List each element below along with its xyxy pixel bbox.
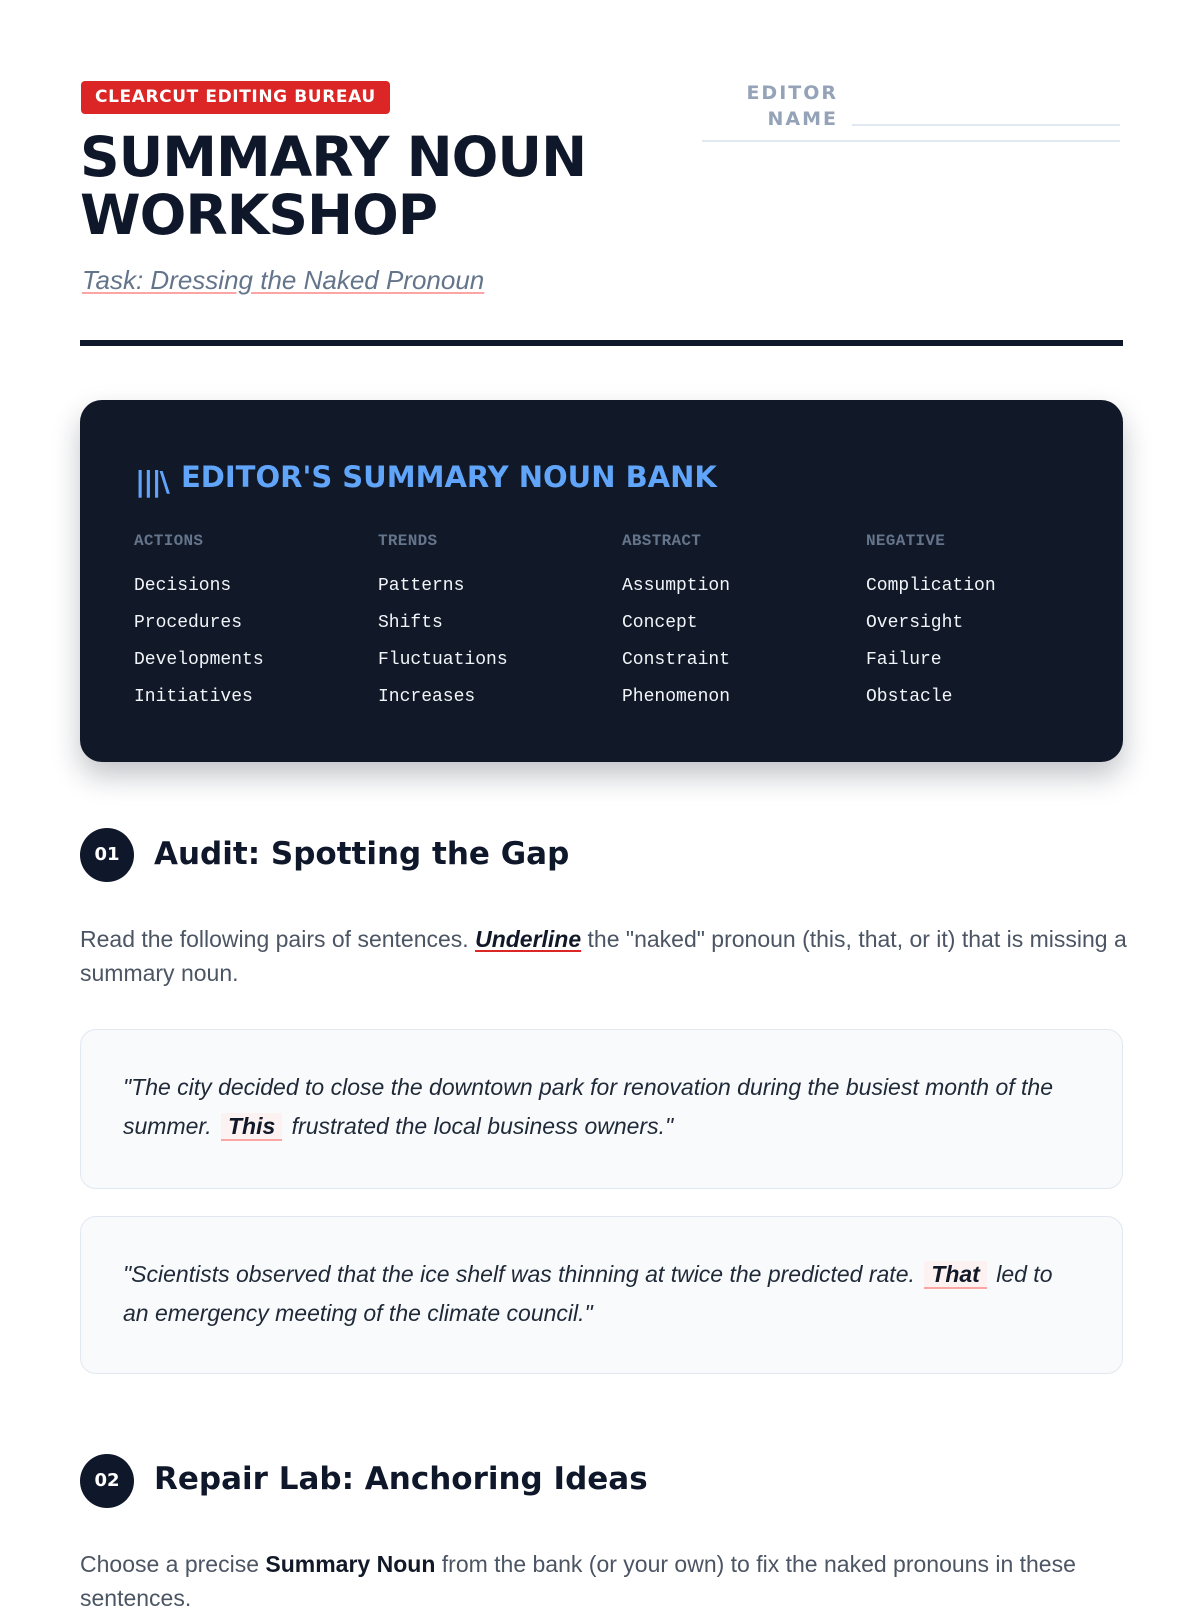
noun-bank-title: EDITOR'S SUMMARY NOUN BANK xyxy=(181,460,717,494)
section-title: Repair Lab: Anchoring Ideas xyxy=(154,1461,648,1497)
bank-column-heading: ABSTRACT xyxy=(622,532,702,550)
page-title: SUMMARY NOUN WORKSHOP xyxy=(80,125,587,247)
bank-column-actions xyxy=(134,532,364,724)
bank-word: Decisions xyxy=(134,576,232,596)
naked-pronoun[interactable]: This xyxy=(221,1113,282,1141)
bank-column-heading: NEGATIVE xyxy=(866,532,946,550)
bank-word: Increases xyxy=(378,687,476,707)
instruction-text: the "naked" pronoun (this, that, or it) that is missing a summary noun. xyxy=(80,926,1127,986)
sentence-text: frustrated the local business owners." xyxy=(291,1113,674,1139)
editor-name-field[interactable] xyxy=(702,80,1120,142)
bank-column-heading: ACTIONS xyxy=(134,532,204,550)
example-sentence xyxy=(123,1068,1080,1146)
bank-word: Initiatives xyxy=(134,687,253,707)
header-divider xyxy=(80,340,1123,346)
bank-word: Fluctuations xyxy=(378,650,508,670)
bank-word: Assumption xyxy=(622,576,731,596)
section-number-badge: 01 xyxy=(80,828,134,882)
example-sentence-card xyxy=(80,1029,1123,1189)
example-sentence xyxy=(123,1255,1080,1333)
bank-word: Phenomenon xyxy=(622,687,731,707)
bank-word: Oversight xyxy=(866,613,964,633)
bank-word: Procedures xyxy=(134,613,243,633)
sentence-text: led to an emergency meeting of the climate council." xyxy=(123,1261,1053,1326)
editor-name-label: EDITOR NAME xyxy=(746,82,838,130)
bank-word: Concept xyxy=(622,613,698,633)
bank-column-heading: TRENDS xyxy=(378,532,438,550)
bank-word: Constraint xyxy=(622,650,731,670)
bank-column-abstract xyxy=(622,532,852,724)
instruction-text: Read the following pairs of sentences. xyxy=(80,926,476,952)
section-number-badge: 02 xyxy=(80,1454,134,1508)
task-subtitle: Task: Dressing the Naked Pronoun xyxy=(82,265,485,295)
bookshelf-icon: |||\ xyxy=(135,465,168,498)
example-sentence-card xyxy=(80,1216,1123,1374)
summary-noun-keyword: Summary Noun xyxy=(265,1551,436,1577)
bank-word: Complication xyxy=(866,576,996,596)
noun-bank-panel xyxy=(80,400,1123,762)
sentence-text: "The city decided to close the downtown park for renovation during the busiest month of the summer. xyxy=(123,1074,1053,1139)
bank-word: Obstacle xyxy=(866,687,953,707)
section-instruction xyxy=(80,922,1130,990)
bank-column-trends xyxy=(378,532,608,724)
section-title: Audit: Spotting the Gap xyxy=(154,836,570,872)
bank-word: Failure xyxy=(866,650,942,670)
sentence-text: "Scientists observed that the ice shelf was thinning at twice the predicted rate. xyxy=(123,1261,915,1287)
naked-pronoun[interactable]: That xyxy=(924,1261,987,1289)
bureau-badge: CLEARCUT EDITING BUREAU xyxy=(81,81,390,114)
instruction-text: Choose a precise xyxy=(80,1551,266,1577)
instruction-text: from the bank (or your own) to fix the naked pronouns in these sentences. xyxy=(80,1551,1076,1611)
underline-keyword: Underline xyxy=(475,926,582,952)
bank-column-negative xyxy=(866,532,1096,724)
bank-word: Shifts xyxy=(378,613,443,633)
editor-name-line[interactable] xyxy=(852,124,1120,126)
bank-word: Developments xyxy=(134,650,264,670)
bank-word: Patterns xyxy=(378,576,465,596)
section-instruction xyxy=(80,1547,1130,1615)
